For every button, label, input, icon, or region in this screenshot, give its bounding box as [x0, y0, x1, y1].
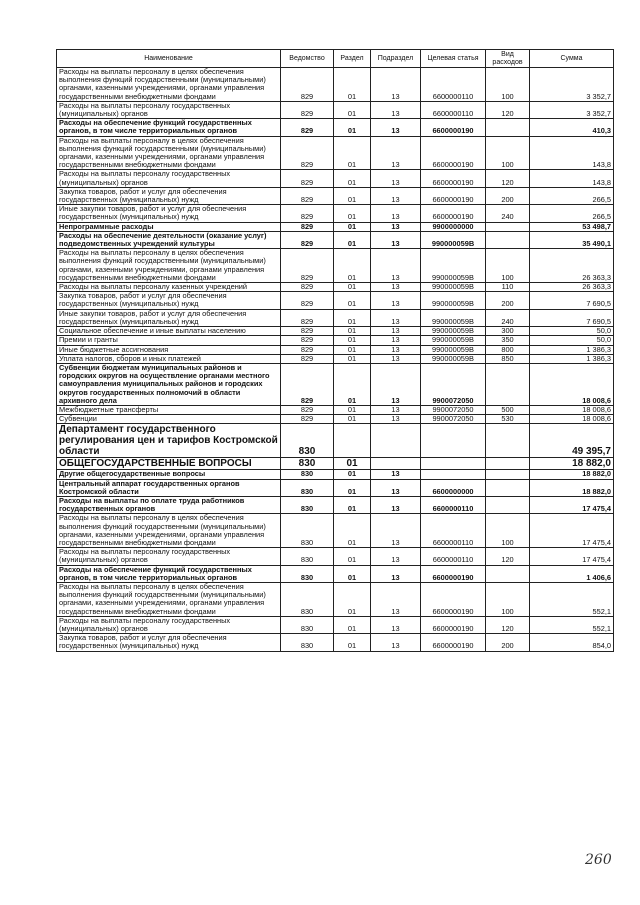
cell-section: 01 [334, 336, 371, 345]
cell-expense-type: 850 [486, 354, 530, 363]
cell-expense-type [486, 222, 530, 231]
cell-name: Расходы на выплаты персоналу государственных (муниципальных) органов [57, 101, 281, 118]
cell-subsection: 13 [371, 68, 421, 102]
cell-section: 01 [334, 565, 371, 582]
cell-amount: 18 882,0 [530, 470, 614, 479]
table-row [57, 354, 614, 363]
cell-amount: 35 490,1 [530, 231, 614, 248]
table-row [57, 363, 614, 405]
cell-subsection: 13 [371, 582, 421, 616]
cell-target-article: 6600000190 [421, 187, 486, 204]
cell-name: ОБЩЕГОСУДАРСТВЕННЫЕ ВОПРОСЫ [57, 458, 281, 470]
cell-section: 01 [334, 514, 371, 548]
cell-expense-type: 800 [486, 345, 530, 354]
cell-amount: 1 406,6 [530, 565, 614, 582]
header-amount: Сумма [530, 50, 614, 68]
cell-section: 01 [334, 458, 371, 470]
cell-name: Расходы на обеспечение деятельности (оказание услуг) подведомственных учреждений культуры [57, 231, 281, 248]
cell-expense-type [486, 363, 530, 405]
cell-department: 830 [281, 458, 334, 470]
cell-department: 830 [281, 514, 334, 548]
cell-target-article [421, 470, 486, 479]
cell-section: 01 [334, 479, 371, 496]
table-row [57, 231, 614, 248]
cell-subsection: 13 [371, 249, 421, 283]
table-row [57, 222, 614, 231]
cell-target-article: 6600000190 [421, 565, 486, 582]
cell-target-article: 9900072050 [421, 363, 486, 405]
cell-name: Расходы на выплаты персоналу в целях обеспечения выполнения функций государственными (муниципальными) органами, казенными учреждениями, органами управления государственными внебюджетными фондами [57, 68, 281, 102]
cell-amount: 50,0 [530, 327, 614, 336]
cell-name: Расходы на выплаты персоналу в целях обеспечения выполнения функций государственными (муниципальными) органами, казенными учреждениями, органами управления государственными внебюджетными фондами [57, 514, 281, 548]
cell-section: 01 [334, 582, 371, 616]
cell-target-article: 6600000110 [421, 496, 486, 513]
cell-name: Непрограммные расходы [57, 222, 281, 231]
cell-section: 01 [334, 496, 371, 513]
header-department: Ведомство [281, 50, 334, 68]
cell-subsection: 13 [371, 496, 421, 513]
cell-expense-type [486, 565, 530, 582]
cell-amount: 26 363,3 [530, 249, 614, 283]
cell-department: 829 [281, 187, 334, 204]
cell-subsection: 13 [371, 170, 421, 187]
header-expense-type: Вид расходов [486, 50, 530, 68]
cell-department: 829 [281, 354, 334, 363]
table-row [57, 634, 614, 651]
cell-section [334, 424, 371, 458]
cell-expense-type: 240 [486, 205, 530, 222]
cell-subsection: 13 [371, 119, 421, 136]
cell-name: Расходы на обеспечение функций государственных органов, в том числе территориальных органов [57, 565, 281, 582]
cell-department: 830 [281, 496, 334, 513]
cell-section: 01 [334, 205, 371, 222]
cell-expense-type: 200 [486, 292, 530, 309]
cell-target-article: 990000059B [421, 354, 486, 363]
cell-amount: 49 395,7 [530, 424, 614, 458]
cell-name: Расходы на выплаты персоналу в целях обеспечения выполнения функций государственными (муниципальными) органами, казенными учреждениями, органами управления государственными внебюджетными фондами [57, 582, 281, 616]
cell-section: 01 [334, 616, 371, 633]
cell-target-article: 990000059B [421, 336, 486, 345]
cell-amount: 53 498,7 [530, 222, 614, 231]
table-row [57, 616, 614, 633]
cell-amount: 18 008,6 [530, 363, 614, 405]
cell-expense-type: 530 [486, 415, 530, 424]
cell-subsection: 13 [371, 187, 421, 204]
cell-expense-type: 120 [486, 101, 530, 118]
cell-target-article: 990000059B [421, 249, 486, 283]
cell-name: Субвенции [57, 415, 281, 424]
cell-department: 829 [281, 415, 334, 424]
cell-expense-type: 200 [486, 187, 530, 204]
cell-department: 830 [281, 582, 334, 616]
cell-department: 830 [281, 616, 334, 633]
cell-subsection: 13 [371, 565, 421, 582]
cell-department: 829 [281, 336, 334, 345]
cell-amount: 17 475,4 [530, 548, 614, 565]
cell-subsection [371, 424, 421, 458]
cell-section: 01 [334, 345, 371, 354]
cell-name: Закупка товаров, работ и услуг для обеспечения государственных (муниципальных) нужд [57, 292, 281, 309]
cell-amount: 18 008,6 [530, 415, 614, 424]
cell-section: 01 [334, 405, 371, 414]
cell-department: 829 [281, 222, 334, 231]
cell-expense-type: 200 [486, 634, 530, 651]
cell-subsection: 13 [371, 231, 421, 248]
header-name: Наименование [57, 50, 281, 68]
cell-expense-type [486, 458, 530, 470]
cell-target-article: 9900000000 [421, 222, 486, 231]
cell-amount: 552,1 [530, 582, 614, 616]
cell-department: 829 [281, 119, 334, 136]
header-subsection: Подраздел [371, 50, 421, 68]
cell-subsection: 13 [371, 479, 421, 496]
table-row [57, 187, 614, 204]
cell-name: Иные закупки товаров, работ и услуг для обеспечения государственных (муниципальных) нужд [57, 205, 281, 222]
cell-subsection: 13 [371, 309, 421, 326]
cell-name: Социальное обеспечение и иные выплаты населению [57, 327, 281, 336]
cell-section: 01 [334, 187, 371, 204]
cell-subsection: 13 [371, 616, 421, 633]
table-row [57, 101, 614, 118]
cell-target-article: 6600000110 [421, 68, 486, 102]
cell-amount: 18 882,0 [530, 458, 614, 470]
cell-section: 01 [334, 327, 371, 336]
cell-department: 829 [281, 170, 334, 187]
cell-target-article: 990000059B [421, 345, 486, 354]
cell-amount: 18 882,0 [530, 479, 614, 496]
cell-subsection: 13 [371, 222, 421, 231]
cell-amount: 143,8 [530, 170, 614, 187]
cell-target-article: 990000059B [421, 283, 486, 292]
cell-amount: 7 690,5 [530, 292, 614, 309]
cell-name: Субвенции бюджетам муниципальных районов и городских округов на осуществление органами местного самоуправления муниципальных районов и городских округов государственных полномочий в области архивного дела [57, 363, 281, 405]
cell-subsection: 13 [371, 514, 421, 548]
cell-section: 01 [334, 354, 371, 363]
table-row [57, 405, 614, 414]
cell-expense-type: 300 [486, 327, 530, 336]
cell-subsection: 13 [371, 634, 421, 651]
cell-name: Закупка товаров, работ и услуг для обеспечения государственных (муниципальных) нужд [57, 634, 281, 651]
cell-name: Расходы на выплаты персоналу государственных (муниципальных) органов [57, 170, 281, 187]
cell-amount: 854,0 [530, 634, 614, 651]
cell-name: Премии и гранты [57, 336, 281, 345]
cell-target-article: 6600000190 [421, 170, 486, 187]
cell-target-article: 6600000110 [421, 101, 486, 118]
cell-amount: 266,5 [530, 205, 614, 222]
cell-subsection: 13 [371, 548, 421, 565]
cell-section: 01 [334, 249, 371, 283]
cell-section: 01 [334, 363, 371, 405]
cell-name: Расходы на выплаты персоналу государственных (муниципальных) органов [57, 616, 281, 633]
cell-department: 829 [281, 205, 334, 222]
cell-target-article: 6600000110 [421, 548, 486, 565]
page-number: 260 [585, 852, 612, 868]
cell-name: Расходы на выплаты персоналу в целях обеспечения выполнения функций государственными (муниципальными) органами, казенными учреждениями, органами управления государственными внебюджетными фондами [57, 136, 281, 170]
cell-expense-type [486, 479, 530, 496]
cell-section: 01 [334, 634, 371, 651]
cell-section: 01 [334, 170, 371, 187]
cell-name: Расходы на выплаты персоналу в целях обеспечения выполнения функций государственными (муниципальными) органами, казенными учреждениями, органами управления государственными внебюджетными фондами [57, 249, 281, 283]
cell-amount: 17 475,4 [530, 514, 614, 548]
table-row [57, 415, 614, 424]
cell-name: Расходы на обеспечение функций государственных органов, в том числе территориальных органов [57, 119, 281, 136]
table-row [57, 327, 614, 336]
cell-target-article [421, 424, 486, 458]
table-row [57, 68, 614, 102]
cell-department: 829 [281, 249, 334, 283]
cell-amount: 1 386,3 [530, 345, 614, 354]
cell-expense-type: 240 [486, 309, 530, 326]
cell-target-article: 6600000190 [421, 136, 486, 170]
cell-department: 829 [281, 68, 334, 102]
cell-subsection: 13 [371, 405, 421, 414]
cell-expense-type [486, 231, 530, 248]
table-row [57, 292, 614, 309]
cell-expense-type: 120 [486, 170, 530, 187]
cell-section: 01 [334, 548, 371, 565]
cell-subsection: 13 [371, 327, 421, 336]
cell-subsection: 13 [371, 415, 421, 424]
cell-expense-type: 500 [486, 405, 530, 414]
cell-name: Расходы на выплаты персоналу казенных учреждений [57, 283, 281, 292]
table-row [57, 249, 614, 283]
table-row [57, 170, 614, 187]
table-body [57, 68, 614, 652]
cell-target-article: 9900072050 [421, 415, 486, 424]
cell-amount: 410,3 [530, 119, 614, 136]
table-row [57, 514, 614, 548]
table-row [57, 205, 614, 222]
cell-subsection: 13 [371, 345, 421, 354]
cell-department: 830 [281, 479, 334, 496]
cell-amount: 7 690,5 [530, 309, 614, 326]
cell-target-article: 6600000190 [421, 634, 486, 651]
table-header-row [57, 50, 614, 68]
table-row [57, 283, 614, 292]
cell-department: 830 [281, 424, 334, 458]
cell-target-article: 9900072050 [421, 405, 486, 414]
cell-amount: 3 352,7 [530, 68, 614, 102]
table-row [57, 548, 614, 565]
table-row [57, 309, 614, 326]
cell-subsection: 13 [371, 101, 421, 118]
cell-section: 01 [334, 136, 371, 170]
cell-department: 829 [281, 283, 334, 292]
cell-target-article: 6600000110 [421, 514, 486, 548]
cell-section: 01 [334, 470, 371, 479]
cell-section: 01 [334, 415, 371, 424]
table-row [57, 565, 614, 582]
cell-department: 830 [281, 565, 334, 582]
cell-section: 01 [334, 292, 371, 309]
cell-target-article: 990000059B [421, 231, 486, 248]
cell-amount: 50,0 [530, 336, 614, 345]
cell-name: Расходы на выплаты персоналу государственных (муниципальных) органов [57, 548, 281, 565]
cell-name: Иные бюджетные ассигнования [57, 345, 281, 354]
cell-expense-type: 120 [486, 548, 530, 565]
cell-name: Иные закупки товаров, работ и услуг для обеспечения государственных (муниципальных) нужд [57, 309, 281, 326]
cell-name: Другие общегосударственные вопросы [57, 470, 281, 479]
cell-target-article: 6600000190 [421, 582, 486, 616]
cell-subsection: 13 [371, 283, 421, 292]
cell-expense-type [486, 496, 530, 513]
cell-subsection: 13 [371, 363, 421, 405]
cell-name: Расходы на выплаты по оплате труда работников государственных органов [57, 496, 281, 513]
cell-amount: 143,8 [530, 136, 614, 170]
table-row [57, 345, 614, 354]
cell-amount: 17 475,4 [530, 496, 614, 513]
cell-subsection: 13 [371, 136, 421, 170]
cell-subsection: 13 [371, 336, 421, 345]
cell-expense-type: 100 [486, 136, 530, 170]
cell-name: Уплата налогов, сборов и иных платежей [57, 354, 281, 363]
cell-section: 01 [334, 119, 371, 136]
table-row [57, 136, 614, 170]
cell-section: 01 [334, 222, 371, 231]
cell-target-article: 6600000190 [421, 616, 486, 633]
table-row [57, 424, 614, 458]
cell-target-article: 990000059B [421, 309, 486, 326]
cell-name: Межбюджетные трансферты [57, 405, 281, 414]
cell-department: 829 [281, 292, 334, 309]
table-row [57, 119, 614, 136]
cell-department: 829 [281, 136, 334, 170]
cell-amount: 552,1 [530, 616, 614, 633]
cell-department: 829 [281, 405, 334, 414]
cell-expense-type [486, 119, 530, 136]
table-row [57, 336, 614, 345]
table-row [57, 470, 614, 479]
table-row [57, 582, 614, 616]
cell-target-article [421, 458, 486, 470]
table-row [57, 458, 614, 470]
cell-expense-type [486, 424, 530, 458]
cell-expense-type: 110 [486, 283, 530, 292]
table-row [57, 479, 614, 496]
cell-expense-type: 100 [486, 68, 530, 102]
cell-amount: 18 008,6 [530, 405, 614, 414]
cell-department: 829 [281, 345, 334, 354]
cell-amount: 3 352,7 [530, 101, 614, 118]
cell-target-article: 990000059B [421, 327, 486, 336]
cell-expense-type [486, 470, 530, 479]
cell-subsection: 13 [371, 292, 421, 309]
cell-expense-type: 120 [486, 616, 530, 633]
cell-expense-type: 350 [486, 336, 530, 345]
cell-department: 830 [281, 548, 334, 565]
cell-expense-type: 100 [486, 249, 530, 283]
cell-target-article: 6600000000 [421, 479, 486, 496]
cell-subsection [371, 458, 421, 470]
cell-department: 829 [281, 231, 334, 248]
cell-expense-type: 100 [486, 582, 530, 616]
cell-subsection: 13 [371, 470, 421, 479]
cell-amount: 26 363,3 [530, 283, 614, 292]
table-row [57, 496, 614, 513]
cell-amount: 266,5 [530, 187, 614, 204]
cell-name: Закупка товаров, работ и услуг для обеспечения государственных (муниципальных) нужд [57, 187, 281, 204]
cell-subsection: 13 [371, 205, 421, 222]
cell-name: Центральный аппарат государственных органов Костромской области [57, 479, 281, 496]
cell-section: 01 [334, 68, 371, 102]
cell-department: 830 [281, 470, 334, 479]
cell-section: 01 [334, 309, 371, 326]
cell-section: 01 [334, 101, 371, 118]
cell-amount: 1 386,3 [530, 354, 614, 363]
cell-target-article: 6600000190 [421, 205, 486, 222]
cell-target-article: 990000059B [421, 292, 486, 309]
cell-expense-type: 100 [486, 514, 530, 548]
cell-department: 829 [281, 327, 334, 336]
cell-department: 830 [281, 634, 334, 651]
cell-department: 829 [281, 101, 334, 118]
cell-section: 01 [334, 231, 371, 248]
cell-target-article: 6600000190 [421, 119, 486, 136]
header-target-article: Целевая статья [421, 50, 486, 68]
cell-subsection: 13 [371, 354, 421, 363]
cell-name: Департамент государственного регулирования цен и тарифов Костромской области [57, 424, 281, 458]
header-section: Раздел [334, 50, 371, 68]
cell-department: 829 [281, 363, 334, 405]
cell-department: 829 [281, 309, 334, 326]
budget-table [56, 49, 614, 652]
cell-section: 01 [334, 283, 371, 292]
